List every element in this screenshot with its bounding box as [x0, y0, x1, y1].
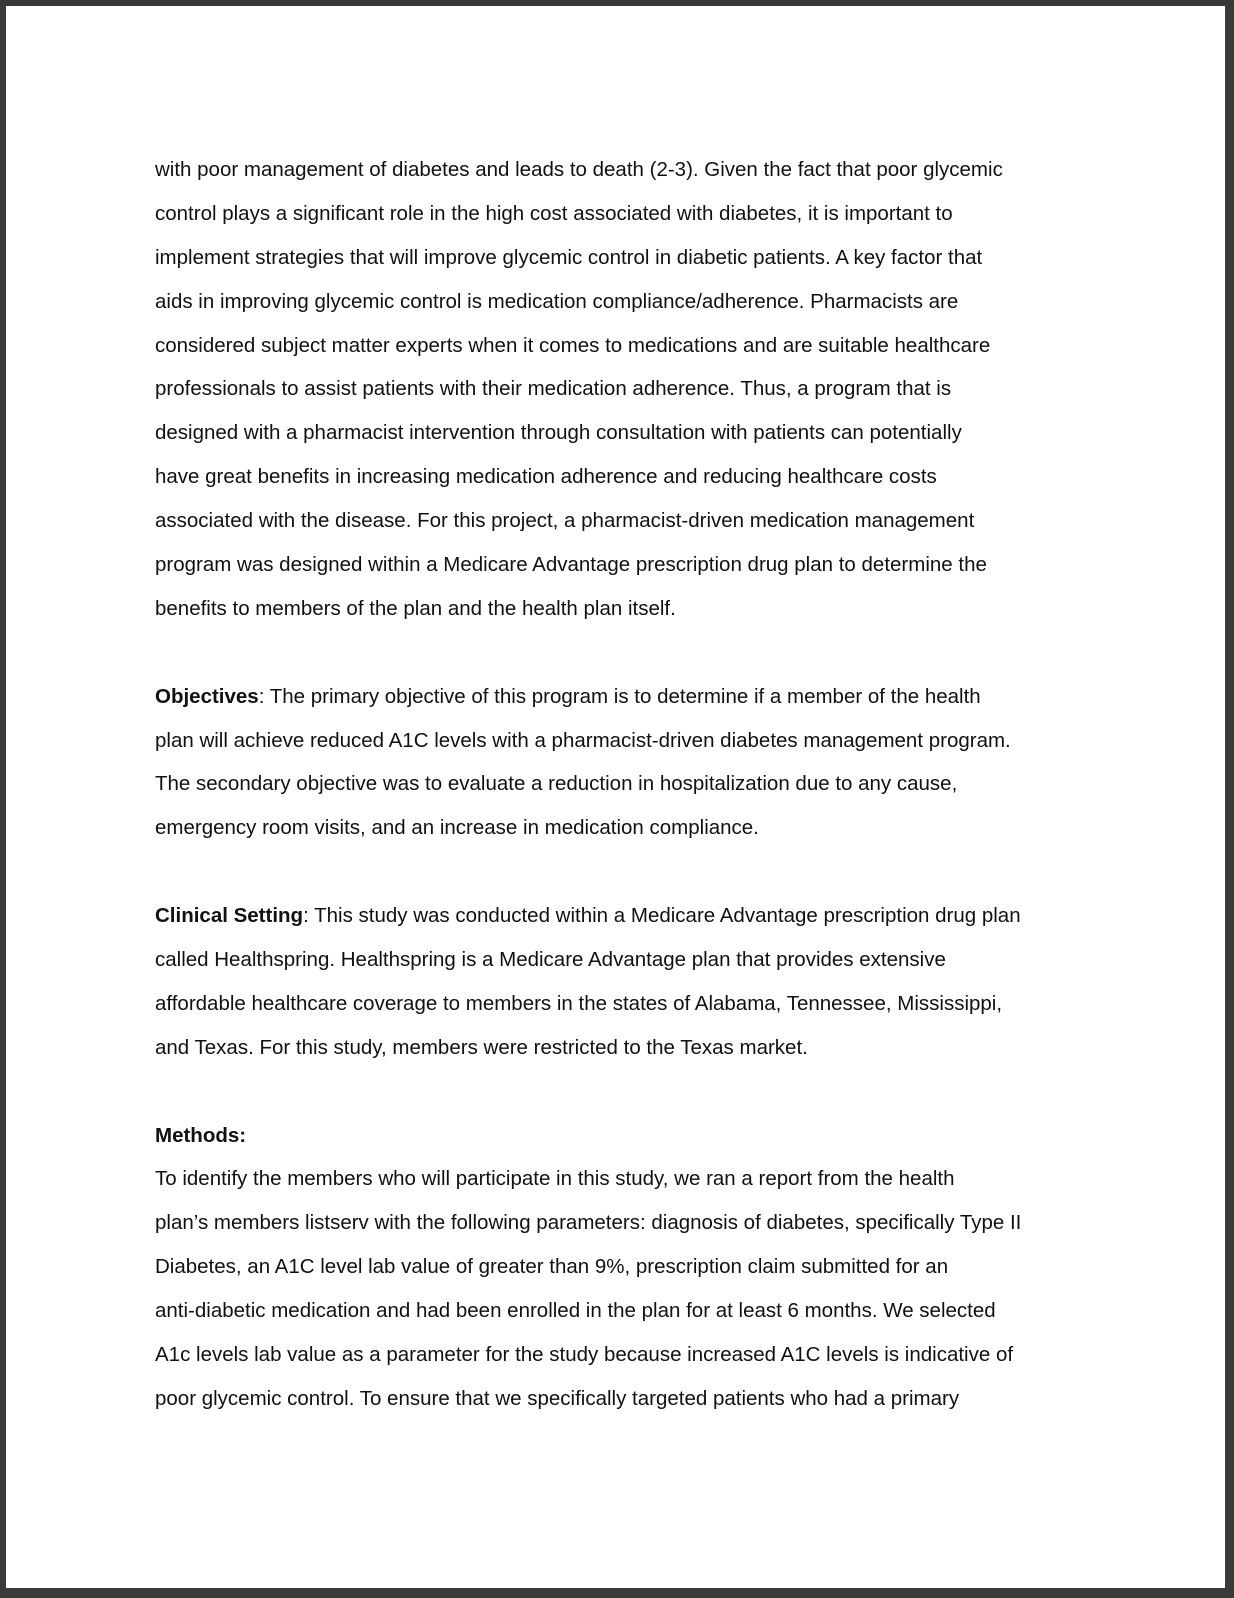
text-line: plan’s members listserv with the following parameters: diagnosis of diabetes, specifically Type II: [155, 1211, 1022, 1235]
methods-heading: Methods:: [155, 1123, 247, 1147]
text-line: anti-diabetic medication and had been enrolled in the plan for at least 6 months. We selected: [155, 1299, 996, 1323]
paragraph-gap: [155, 631, 1095, 675]
methods-section: [155, 1114, 1095, 1421]
text-line: and Texas. For this study, members were restricted to the Texas market.: [155, 1035, 808, 1059]
text-line: plan will achieve reduced A1C levels with a pharmacist-driven diabetes management program.: [155, 728, 1011, 752]
text-line: control plays a significant role in the high cost associated with diabetes, it is important to: [155, 201, 953, 225]
intro-paragraph: [155, 148, 1095, 631]
objectives-paragraph: [155, 675, 1095, 851]
text-line: have great benefits in increasing medication adherence and reducing healthcare costs: [155, 465, 937, 489]
text-line: poor glycemic control. To ensure that we specifically targeted patients who had a primary: [155, 1386, 960, 1410]
text-line: designed with a pharmacist intervention through consultation with patients can potentially: [155, 421, 962, 445]
clinical-setting-paragraph: [155, 894, 1095, 1070]
clinical-setting-heading: Clinical Setting: [155, 904, 304, 928]
paragraph-gap: [155, 1070, 1095, 1114]
text-line: called Healthspring. Healthspring is a Medicare Advantage plan that provides extensive: [155, 948, 946, 972]
text-line: Diabetes, an A1C level lab value of greater than 9%, prescription claim submitted for an: [155, 1255, 949, 1279]
text-line: A1c levels lab value as a parameter for the study because increased A1C levels is indicative of: [155, 1343, 1014, 1367]
text-line: benefits to members of the plan and the health plan itself.: [155, 596, 676, 620]
text-line: associated with the disease. For this project, a pharmacist-driven medication management: [155, 509, 975, 533]
text-line: The secondary objective was to evaluate a reduction in hospitalization due to any cause,: [155, 772, 958, 796]
text-line: with poor management of diabetes and leads to death (2-3). Given the fact that poor glycemic: [155, 158, 1003, 181]
text-line: [155, 894, 1095, 938]
paragraph-gap: [155, 850, 1095, 894]
page-body: [155, 148, 1095, 1421]
objectives-first-line: : The primary objective of this program is to determine if a member of the health: [258, 684, 981, 708]
text-line: implement strategies that will improve glycemic control in diabetic patients. A key factor that: [155, 245, 983, 269]
text-line: aids in improving glycemic control is medication compliance/adherence. Pharmacists are: [155, 289, 959, 313]
text-line: program was designed within a Medicare Advantage prescription drug plan to determine the: [155, 553, 987, 577]
text-line: To identify the members who will participate in this study, we ran a report from the health: [155, 1167, 955, 1191]
objectives-heading: Objectives: [155, 684, 259, 708]
text-line: affordable healthcare coverage to members in the states of Alabama, Tennessee, Mississippi,: [155, 991, 1003, 1015]
text-line: [155, 675, 1095, 719]
text-line: professionals to assist patients with their medication adherence. Thus, a program that is: [155, 377, 952, 401]
text-line: emergency room visits, and an increase in medication compliance.: [155, 816, 759, 840]
clinical-setting-first-line: : This study was conducted within a Medicare Advantage prescription drug plan: [303, 904, 1021, 928]
text-line: considered subject matter experts when it comes to medications and are suitable healthcare: [155, 333, 991, 357]
